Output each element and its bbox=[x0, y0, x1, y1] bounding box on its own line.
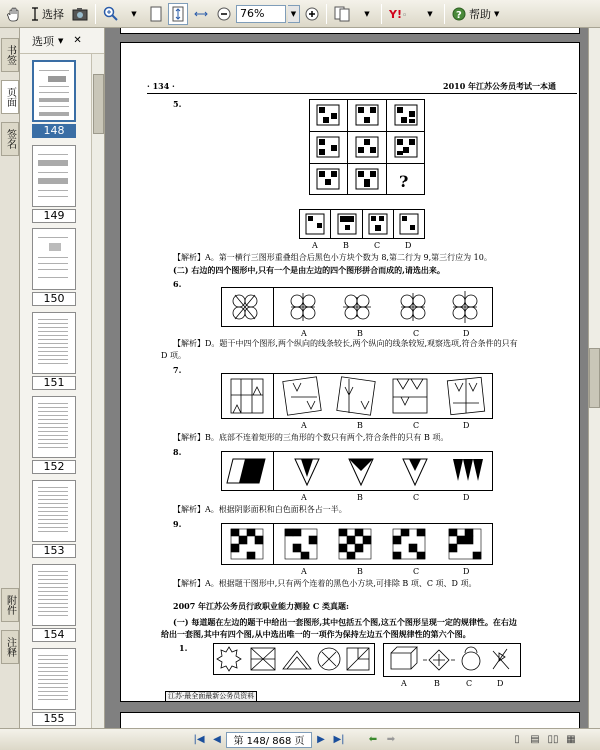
page-number: · 134 · bbox=[147, 81, 175, 91]
help-button[interactable] bbox=[449, 3, 502, 25]
option-label: A bbox=[312, 241, 318, 250]
continuous-facing-view-button[interactable] bbox=[562, 732, 580, 748]
q8-analysis: 【解析】A。根据阴影面积和白色面积各占一半。 bbox=[173, 505, 347, 514]
option-label: B bbox=[343, 241, 349, 250]
page-thumbnail-label: 153 bbox=[32, 544, 76, 558]
option-label: C bbox=[413, 567, 420, 576]
zoom-level-input[interactable]: 76% bbox=[236, 5, 286, 23]
minus-circle-icon bbox=[217, 7, 231, 21]
option-label: D bbox=[463, 493, 470, 502]
option-label: D bbox=[463, 329, 470, 338]
option-label: A bbox=[301, 493, 307, 502]
option-label: D bbox=[463, 567, 470, 576]
page-thumbnail[interactable] bbox=[32, 648, 76, 710]
zoom-in-tool-button[interactable] bbox=[100, 3, 122, 25]
q7-figure bbox=[221, 373, 493, 419]
next-page-button[interactable] bbox=[312, 732, 330, 748]
q9-analysis: 【解析】A。根据题干图形中,只有两个连着的黑色小方块,可排除 B 项、C 项、D 项。 bbox=[173, 579, 477, 588]
hand-icon bbox=[6, 6, 22, 22]
page-thumbnail-label: 151 bbox=[32, 376, 76, 390]
text-cursor-icon bbox=[30, 6, 40, 22]
running-head: 2010 年江苏公务员考试一本通 bbox=[443, 81, 557, 91]
question-number: 5. bbox=[173, 99, 182, 109]
select-label: 选择 bbox=[42, 7, 64, 21]
first-page-icon: |◀ bbox=[193, 734, 205, 745]
page-layout-button[interactable] bbox=[331, 3, 355, 25]
q8-figure bbox=[221, 451, 493, 491]
tab-comments[interactable]: 注释 bbox=[1, 630, 19, 664]
help-icon bbox=[452, 7, 466, 21]
yahoo-button[interactable] bbox=[386, 3, 418, 25]
thumbnails-scrollbar[interactable] bbox=[91, 54, 104, 728]
toolbar-separator bbox=[381, 4, 382, 24]
first-page-button[interactable] bbox=[190, 732, 208, 748]
option-label: C bbox=[413, 329, 420, 338]
single-page-icon: ▯ bbox=[514, 734, 520, 745]
page-thumbnails-panel bbox=[20, 28, 105, 728]
back-arrow-icon: ⬅ bbox=[368, 734, 378, 745]
q6-analysis-line2: D 项。 bbox=[161, 351, 186, 360]
page-thumbnail-label: 149 bbox=[32, 209, 76, 223]
zoom-dropdown-arrow[interactable]: ▼ bbox=[131, 9, 137, 18]
q5-options-figure bbox=[299, 209, 425, 239]
facing-pages-icon: ▯▯ bbox=[547, 734, 559, 745]
single-page-view-button[interactable] bbox=[508, 732, 526, 748]
question-number: 6. bbox=[173, 279, 182, 289]
tab-bookmarks[interactable]: 书签 bbox=[1, 38, 19, 72]
zoom-in-button[interactable] bbox=[302, 3, 322, 25]
exam-title: 2007 年江苏公务员行政职业能力测验 C 类真题: bbox=[173, 601, 349, 611]
option-label: A bbox=[301, 329, 307, 338]
q1-stem-figure bbox=[213, 643, 375, 675]
page-thumbnail[interactable] bbox=[32, 480, 76, 542]
thumbnails-header bbox=[20, 28, 104, 54]
page-thumbnail-label: 152 bbox=[32, 460, 76, 474]
status-bar bbox=[0, 728, 600, 750]
camera-icon bbox=[72, 7, 88, 21]
fit-width-button[interactable] bbox=[190, 3, 212, 25]
tab-attachments[interactable]: 附件 bbox=[1, 588, 19, 622]
document-scrollbar[interactable] bbox=[588, 28, 600, 728]
svg-text:◦: ◦ bbox=[402, 10, 408, 21]
option-label: C bbox=[413, 421, 420, 430]
zoom-out-button[interactable] bbox=[214, 3, 234, 25]
option-label: A bbox=[301, 421, 307, 430]
document-scroll-thumb[interactable] bbox=[589, 348, 600, 408]
navigation-tabs bbox=[0, 28, 20, 728]
option-label: B bbox=[434, 679, 440, 688]
options-menu[interactable]: 选项 bbox=[32, 34, 54, 48]
fit-height-icon bbox=[172, 6, 184, 22]
fit-page-button[interactable] bbox=[168, 3, 188, 25]
continuous-view-button[interactable] bbox=[526, 732, 544, 748]
yahoo-logo-icon bbox=[389, 7, 415, 21]
close-panel-icon[interactable]: ✕ bbox=[73, 35, 82, 46]
header-rule bbox=[147, 93, 577, 94]
instruction-line1: (一) 每道题在左边的题干中给出一套图形,其中包括五个图,这五个图形呈现一定的规律性。在右边 bbox=[173, 617, 517, 627]
page-thumbnail[interactable] bbox=[32, 312, 76, 374]
q5-matrix-figure bbox=[309, 99, 425, 195]
previous-page-button[interactable] bbox=[208, 732, 226, 748]
forward-arrow-icon: ➡ bbox=[386, 734, 396, 745]
continuous-facing-icon: ▦ bbox=[566, 734, 576, 745]
continuous-page-icon: ▤ bbox=[530, 734, 540, 745]
hand-tool-button[interactable] bbox=[3, 3, 25, 25]
tab-signatures[interactable]: 签名 bbox=[1, 122, 19, 156]
last-page-button[interactable] bbox=[330, 732, 348, 748]
page-thumbnail-label: 155 bbox=[32, 712, 76, 726]
section-title: (二) 右边的四个图形中,只有一个是由左边的四个图形拼合而成的,请选出来。 bbox=[173, 265, 445, 275]
option-label: A bbox=[301, 567, 307, 576]
select-tool-button[interactable] bbox=[27, 3, 67, 25]
toolbar-separator bbox=[326, 4, 327, 24]
q7-analysis: 【解析】B。底部不连着矩形的三角形的个数只有两个,符合条件的只有 B 项。 bbox=[173, 433, 449, 442]
toolbar bbox=[0, 0, 600, 28]
page-icon bbox=[150, 6, 162, 22]
page-number-field[interactable]: 第 148/ 868 页 bbox=[226, 732, 312, 748]
toolbar-separator bbox=[444, 4, 445, 24]
facing-view-button[interactable] bbox=[544, 732, 562, 748]
page-thumbnail[interactable] bbox=[32, 396, 76, 458]
q6-analysis-line1: 【解析】D。题干中四个图形,两个纵向的线条较长,两个纵向的线条较短,观察选项,符合条件的只有 bbox=[173, 339, 518, 348]
pages-icon bbox=[334, 6, 352, 22]
page-thumbnail-label: 148 bbox=[32, 124, 76, 138]
page-thumbnail-label: 154 bbox=[32, 628, 76, 642]
plus-circle-icon bbox=[305, 7, 319, 21]
option-label: B bbox=[357, 421, 363, 430]
toolbar-separator bbox=[95, 4, 96, 24]
previous-page-icon: ◀ bbox=[213, 734, 221, 745]
page-layout-dropdown[interactable]: ▼ bbox=[364, 9, 370, 18]
actual-size-button[interactable] bbox=[146, 3, 166, 25]
previous-view-button[interactable] bbox=[364, 732, 382, 748]
q1-options-figure bbox=[383, 643, 521, 677]
option-label: D bbox=[497, 679, 504, 688]
page-thumbnail[interactable] bbox=[32, 564, 76, 626]
question-number: 7. bbox=[173, 365, 182, 375]
magnifier-icon bbox=[103, 6, 119, 22]
q5-analysis: 【解析】A。第一横行三图形重叠组合后黑色小方块个数为 8,第二行为 9,第三行应为 10。 bbox=[173, 253, 492, 262]
yahoo-dropdown[interactable]: ▼ bbox=[427, 9, 433, 18]
option-label: B bbox=[357, 493, 363, 502]
page-thumbnail[interactable] bbox=[32, 228, 76, 290]
q6-figure bbox=[221, 287, 493, 327]
option-label: B bbox=[357, 567, 363, 576]
option-label: C bbox=[374, 241, 381, 250]
option-label: C bbox=[466, 679, 473, 688]
page-thumbnail[interactable] bbox=[32, 60, 76, 122]
instruction-line2: 给出一套图,其中有四个图,从中选出唯一的一项作为保持左边五个图规律性的第六个图。 bbox=[161, 629, 471, 639]
svg-text:Y!: Y! bbox=[389, 7, 402, 21]
previous-page-edge bbox=[120, 28, 580, 34]
help-label: 帮助 bbox=[469, 7, 491, 21]
question-number: 8. bbox=[173, 447, 182, 457]
option-label: D bbox=[463, 421, 470, 430]
help-dropdown-arrow: ▼ bbox=[494, 9, 500, 18]
svg-text:?: ? bbox=[399, 172, 409, 191]
footer-stamp: 江苏·最全面最新公务员资料 bbox=[165, 691, 257, 702]
last-page-icon: ▶| bbox=[333, 734, 345, 745]
document-viewport[interactable] bbox=[106, 28, 588, 728]
svg-text:?: ? bbox=[456, 9, 462, 21]
option-label: C bbox=[413, 493, 420, 502]
q9-figure bbox=[221, 523, 493, 565]
question-number: 9. bbox=[173, 519, 182, 529]
next-page-icon: ▶ bbox=[317, 734, 325, 745]
question-number: 1. bbox=[179, 643, 188, 653]
option-label: D bbox=[405, 241, 412, 250]
tab-pages[interactable]: 页面 bbox=[1, 80, 19, 114]
snapshot-button[interactable] bbox=[69, 3, 91, 25]
zoom-level-dropdown[interactable]: ▼ bbox=[288, 5, 300, 23]
options-dropdown-icon[interactable]: ▼ bbox=[58, 36, 64, 45]
fit-width-icon bbox=[193, 6, 209, 22]
pdf-page bbox=[120, 42, 580, 702]
next-view-button[interactable] bbox=[382, 732, 400, 748]
thumbnails-scroll-thumb[interactable] bbox=[93, 74, 104, 134]
page-thumbnail[interactable] bbox=[32, 145, 76, 207]
option-label: B bbox=[357, 329, 363, 338]
option-label: A bbox=[401, 679, 407, 688]
page-thumbnail-label: 150 bbox=[32, 292, 76, 306]
